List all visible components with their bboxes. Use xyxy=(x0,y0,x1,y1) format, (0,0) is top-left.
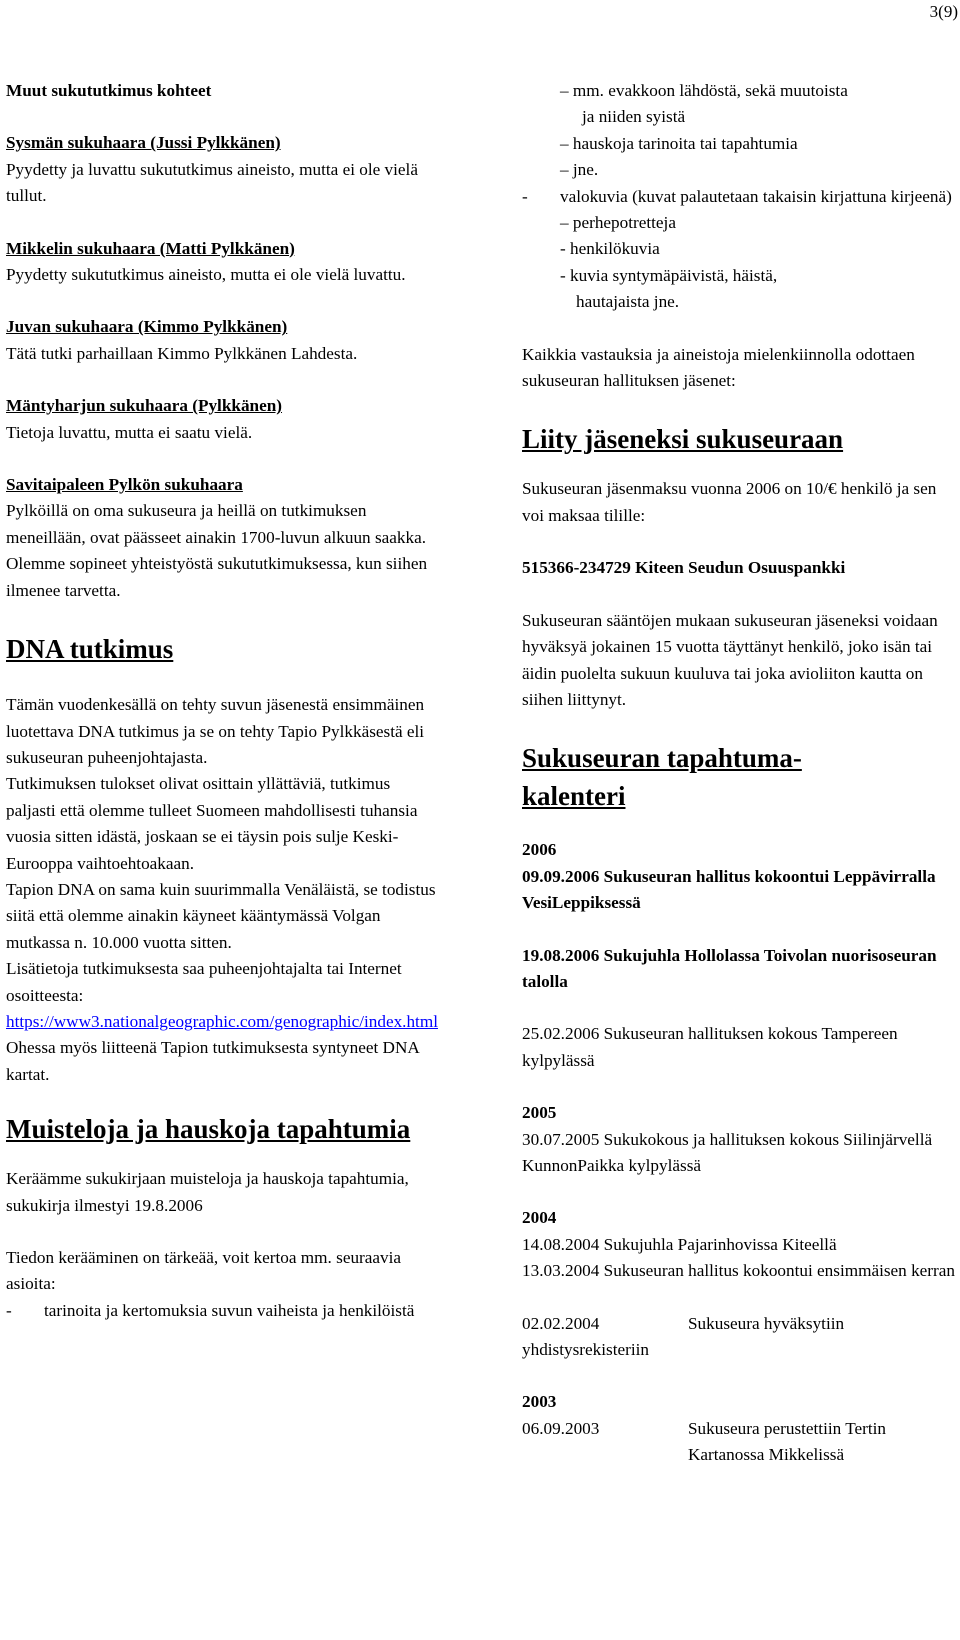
dna-link[interactable]: https://www3.nationalgeographic.com/genographic/index.html xyxy=(6,1011,438,1031)
memories-heading: Muisteloja ja hauskoja tapahtumia xyxy=(6,1114,411,1145)
year-2004: 2004 xyxy=(522,1208,557,1228)
dash-marker: - xyxy=(6,1300,12,1320)
sysma-branch xyxy=(6,130,440,209)
event-text: Sukuseura hyväksytiin xyxy=(688,1313,845,1333)
mantyharju-branch-text: Tietoja luvattu, mutta ei saatu vielä. xyxy=(6,422,253,442)
event-date: 02.02.2004 xyxy=(522,1313,600,1333)
dna-paragraph-1: Tämän vuodenkesällä on tehty suvun jäsenestä ensimmäinen luotettava DNA tutkimus ja se on tehty Tapio Pylkkäsestä eli sukuseuran puheenjohtajasta. xyxy=(6,695,425,767)
event-2003-09-06 xyxy=(522,1416,960,1469)
dna-heading: DNA tutkimus xyxy=(6,634,174,665)
event-2006-02-25: 25.02.2006 Sukuseuran hallituksen kokous Tampereen kylpylässä xyxy=(522,1024,898,1070)
mantyharju-branch-title: Mäntyharjun sukuhaara (Pylkkänen) xyxy=(6,396,283,416)
mikkeli-branch xyxy=(6,236,440,289)
savitaipale-branch-title: Savitaipaleen Pylkön sukuhaara xyxy=(6,475,243,495)
collect-item-photos xyxy=(522,184,960,210)
collect-item-portraits: - henkilökuvia xyxy=(560,239,660,259)
event-2004-08-14: 14.08.2004 Sukujuhla Pajarinhovissa Kiteellä xyxy=(522,1234,837,1254)
savitaipale-branch-text: Pylköillä on oma sukuseura ja heillä on tutkimuksen meneillään, ovat päässeet ainakin 1700-luvun alkuun saakka. Olemme sopineet yhteistyöstä sukututkimuksessa, kun siihen ilmenee tarvetta. xyxy=(6,501,428,600)
collect-item-family-portraits: – perhepotretteja xyxy=(560,213,676,233)
dna-paragraph-5: Ohessa myös liitteenä Tapion tutkimuksesta syntyneet DNA kartat. xyxy=(6,1038,419,1084)
event-text: Sukuseura perustettiin Tertin Kartanossa Mikkelissä xyxy=(688,1418,887,1465)
dna-paragraph-3: Tapion DNA on sama kuin suurimmalla Venäläistä, se todistus siitä että olemme ainakin käyneet kääntymässä Volgan mutkassa n. 10.000 vuotta sitten. xyxy=(6,879,436,952)
memories-paragraph-1: Keräämme sukukirjaan muisteloja ja hauskoja tapahtumia, sukukirja ilmestyi 19.8.2006 xyxy=(6,1169,409,1215)
event-2004-02-02 xyxy=(522,1311,960,1337)
collect-item-celebrations: - kuvia syntymäpäivistä, häistä, xyxy=(560,265,778,285)
collect-item-evacuation-cont: ja niiden syistä xyxy=(582,107,686,127)
memories-list-item-text: tarinoita ja kertomuksia suvun vaiheista ja henkilöistä xyxy=(44,1300,415,1320)
join-heading: Liity jäseneksi sukuseuraan xyxy=(522,424,844,455)
collect-item-photos-text: valokuvia (kuvat palautetaan takaisin kirjattuna kirjeenä) xyxy=(560,186,952,206)
mantyharju-branch xyxy=(6,393,440,446)
sysma-branch-title: Sysmän sukuhaara (Jussi Pylkkänen) xyxy=(6,133,281,153)
section-heading-other-research: Muut sukututkimus kohteet xyxy=(6,81,212,100)
calendar-heading-line-2: kalenteri xyxy=(522,781,626,812)
event-2004-03-13: 13.03.2004 Sukuseuran hallitus kokoontui ensimmäisen kerran xyxy=(522,1261,955,1281)
mikkeli-branch-text: Pyydetty sukututkimus aineisto, mutta ei ole vielä luvattu. xyxy=(6,265,406,285)
event-2004-02-02-cont: yhdistysrekisteriin xyxy=(522,1340,649,1359)
dash-marker: - xyxy=(522,186,528,206)
membership-fee-text: Sukuseuran jäsenmaksu vuonna 2006 on 10/€ henkilö ja sen voi maksaa tilille: xyxy=(522,479,937,525)
juva-branch-text: Tätä tutki parhaillaan Kimmo Pylkkänen Lahdesta. xyxy=(6,343,358,363)
memories-list-item xyxy=(6,1298,440,1324)
savitaipale-branch xyxy=(6,472,440,604)
bank-account: 515366-234729 Kiteen Seudun Osuuspankki xyxy=(522,558,846,578)
event-date: 06.09.2003 xyxy=(522,1418,600,1438)
juva-branch-title: Juvan sukuhaara (Kimmo Pylkkänen) xyxy=(6,317,288,337)
collect-item-etc: – jne. xyxy=(560,160,599,180)
collect-item-celebrations-cont: hautajaista jne. xyxy=(576,292,680,312)
calendar-heading xyxy=(522,739,960,815)
event-2006-09-09: 09.09.2006 Sukuseuran hallitus kokoontui Leppävirralla VesiLeppiksessä xyxy=(522,866,936,913)
closing-text: Kaikkia vastauksia ja aineistoja mielenkiinnolla odottaen sukuseuran hallituksen jäsenet: xyxy=(522,344,915,391)
juva-branch xyxy=(6,314,440,367)
year-2003: 2003 xyxy=(522,1392,557,1412)
year-2005: 2005 xyxy=(522,1103,557,1123)
calendar-heading-line-1: Sukuseuran tapahtuma- xyxy=(522,743,802,774)
page-number: 3(9) xyxy=(929,2,958,21)
mikkeli-branch-title: Mikkelin sukuhaara (Matti Pylkkänen) xyxy=(6,238,295,258)
event-2005-07-30: 30.07.2005 Sukukokous ja hallituksen kokous Siilinjärvellä KunnonPaikka kylpylässä xyxy=(522,1129,933,1175)
right-column xyxy=(522,78,960,1469)
collect-item-evacuation: – mm. evakkoon lähdöstä, sekä muutoista xyxy=(560,81,848,100)
memories-paragraph-2: Tiedon kerääminen on tärkeää, voit kertoa mm. seuraavia asioita: xyxy=(6,1248,402,1294)
dna-paragraph-4: Lisätietoja tutkimuksesta saa puheenjohtajalta tai Internet osoitteesta: xyxy=(6,959,402,1005)
collect-list xyxy=(522,78,960,316)
year-2006: 2006 xyxy=(522,840,557,860)
event-2006-08-19: 19.08.2006 Sukujuhla Hollolassa Toivolan nuorisoseuran talolla xyxy=(522,945,937,991)
membership-rules: Sukuseuran sääntöjen mukaan sukuseuran jäseneksi voidaan hyväksyä jokainen 15 vuotta täyttänyt henkilö, joko isän tai äidin puolelta sukuun kuuluva tai joka avioliiton kautta on siihen liittynyt. xyxy=(522,610,938,709)
collect-item-stories: – hauskoja tarinoita tai tapahtumia xyxy=(560,133,798,153)
dna-paragraph-2: Tutkimuksen tulokset olivat osittain yllättäviä, tutkimus paljasti että olemme tulleet Suomeen mahdollisesti tuhansia vuosia sitten idästä, joskaan se ei täysin pois sulje Keski-Eurooppa vaihtoehtoakaan. xyxy=(6,774,418,873)
sysma-branch-text: Pyydetty ja luvattu sukututkimus aineisto, mutta ei ole vielä tullut. xyxy=(6,159,418,206)
left-column xyxy=(6,78,440,1324)
